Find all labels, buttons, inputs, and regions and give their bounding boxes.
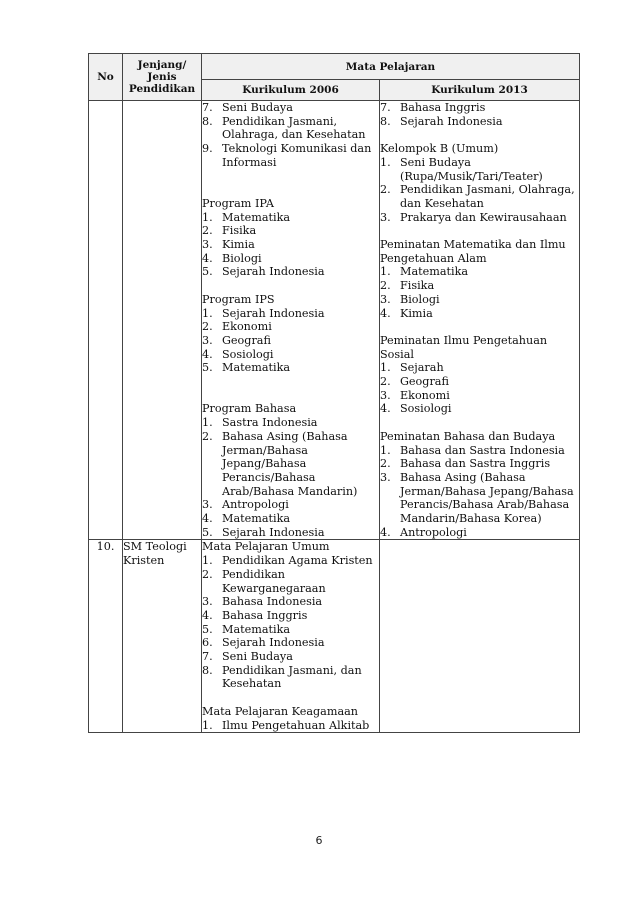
list-item	[202, 265, 379, 279]
list-item	[202, 238, 379, 252]
list-item-number: 7.	[380, 101, 391, 114]
list-item-text: Matematika	[400, 265, 469, 279]
list-item-text: Pendidikan Jasmani, Olahraga, dan Kesehatan	[222, 114, 366, 142]
list-item-number: 1.	[202, 718, 213, 732]
list-item	[380, 526, 579, 540]
list-item-text: Sejarah Indonesia	[222, 525, 325, 539]
group-heading: Peminatan Matematika dan Ilmu Pengetahuan Alam	[380, 238, 566, 265]
list-item-text: Geografi	[222, 333, 271, 347]
list-item	[202, 650, 379, 664]
row-cont-k2013	[380, 101, 580, 540]
list-item-text: Bahasa Inggris	[400, 101, 486, 114]
list-item-number: 8.	[202, 663, 213, 677]
group-heading: Mata Pelajaran Umum	[202, 540, 330, 554]
group-heading: Kelompok B (Umum)	[380, 142, 499, 156]
list-item-number: 2.	[202, 320, 213, 334]
list-item-text: Pendidikan Agama Kristen	[222, 554, 373, 568]
row10-k2006	[202, 540, 380, 733]
list-item-number: 6.	[202, 636, 213, 650]
list-item-number: 5.	[202, 361, 213, 375]
list-item-number: 2.	[202, 224, 213, 238]
list-item-text: Matematika	[222, 512, 291, 526]
list-item	[380, 307, 579, 321]
spacer	[202, 170, 379, 197]
list-item	[380, 389, 579, 403]
list-item-text: Teknologi Komunikasi dan Informasi	[222, 142, 372, 169]
list-item	[380, 457, 579, 471]
group-heading: Mata Pelajaran Keagamaan	[202, 704, 358, 718]
list-item	[380, 279, 579, 293]
list-item-number: 2.	[380, 457, 391, 471]
list-item	[202, 142, 379, 169]
list-item-number: 1.	[380, 443, 391, 457]
spacer	[202, 691, 379, 705]
list-item	[202, 224, 379, 238]
spacer	[380, 128, 579, 142]
row10-jenjang: SM Teologi Kristen	[123, 540, 202, 733]
header-mata-pelajaran: Mata Pelajaran	[202, 54, 580, 80]
list-item	[202, 623, 379, 637]
list-item-text: Sejarah Indonesia	[222, 306, 325, 320]
list-item-number: 9.	[202, 142, 213, 156]
list-item-text: Antropologi	[400, 525, 467, 539]
list-item-text: Pendidikan Jasmani, dan Kesehatan	[222, 663, 362, 691]
row-cont-no	[89, 101, 123, 540]
list-item	[202, 115, 379, 142]
list-item-text: Matematika	[222, 622, 291, 636]
list-item	[202, 512, 379, 526]
list-item-number: 2.	[380, 279, 391, 293]
list-item-number: 3.	[380, 292, 391, 306]
list-item	[202, 595, 379, 609]
list-item	[380, 156, 579, 183]
list-item-text: Biologi	[222, 251, 262, 265]
list-item	[202, 361, 379, 375]
list-item-text: Kimia	[400, 306, 433, 320]
list-item	[380, 293, 579, 307]
list-item	[202, 430, 379, 499]
list-item	[202, 334, 379, 348]
header-kurikulum-2006: Kurikulum 2006	[202, 80, 380, 101]
row-cont-jenjang	[123, 101, 202, 540]
list-item-number: 7.	[202, 101, 213, 114]
list-item-text: Bahasa Inggris	[222, 608, 308, 622]
list-item	[202, 252, 379, 266]
list-item-text: Sejarah Indonesia	[222, 636, 325, 650]
group-heading: Program IPA	[202, 196, 274, 210]
list-item	[202, 526, 379, 540]
page-number: 6	[315, 834, 323, 847]
group-heading: Peminatan Ilmu Pengetahuan Sosial	[380, 333, 548, 361]
list-item-number: 3.	[380, 210, 391, 224]
list-item	[380, 444, 579, 458]
list-item	[202, 554, 379, 568]
list-item-number: 3.	[202, 595, 213, 609]
header-kurikulum-2013: Kurikulum 2013	[380, 80, 580, 101]
list-item	[202, 719, 379, 733]
header-no: No	[89, 54, 123, 101]
list-item-text: Fisika	[222, 224, 257, 238]
list-item-number: 3.	[202, 498, 213, 512]
list-item-number: 3.	[380, 470, 391, 484]
list-item-number: 4.	[202, 251, 213, 265]
header-jenjang-text: Jenjang/ Jenis Pendidikan	[128, 59, 196, 95]
list-item-number: 8.	[380, 114, 391, 128]
list-item-number: 8.	[202, 114, 213, 128]
list-item-text: Sosiologi	[222, 347, 274, 361]
list-item-number: 3.	[202, 333, 213, 347]
header-jenjang	[123, 54, 202, 101]
list-item-number: 1.	[202, 554, 213, 568]
table-row-continued	[89, 101, 580, 540]
list-item-number: 4.	[380, 402, 391, 416]
list-item-number: 4.	[202, 347, 213, 361]
spacer	[202, 375, 379, 402]
list-item	[202, 101, 379, 115]
group-heading: Program Bahasa	[202, 402, 297, 416]
list-item-number: 1.	[202, 306, 213, 320]
list-item-text: Kimia	[222, 238, 255, 252]
list-item-text: Ekonomi	[400, 388, 450, 402]
list-item-text: Seni Budaya	[222, 101, 293, 114]
table-row-10	[89, 540, 580, 733]
list-item-number: 1.	[202, 416, 213, 430]
list-item-text: Sastra Indonesia	[222, 416, 318, 430]
group-heading: Program IPS	[202, 292, 275, 306]
spacer	[380, 416, 579, 430]
curriculum-table	[88, 53, 580, 733]
list-item-number: 2.	[202, 567, 213, 581]
list-item	[202, 211, 379, 225]
list-item	[380, 211, 579, 225]
list-item-number: 5.	[202, 525, 213, 539]
list-item-number: 2.	[380, 375, 391, 389]
list-item	[202, 568, 379, 595]
list-item-text: Pendidikan Jasmani, Olahraga, dan Kesehatan	[400, 183, 575, 210]
list-item	[202, 320, 379, 334]
list-item	[202, 664, 379, 691]
list-item-number: 4.	[380, 525, 391, 539]
list-item-text: Sejarah Indonesia	[222, 265, 325, 279]
list-item	[202, 498, 379, 512]
list-item	[380, 115, 579, 129]
list-item-number: 4.	[202, 512, 213, 526]
list-item-text: Seni Budaya	[222, 650, 293, 664]
group-heading: Peminatan Bahasa dan Budaya	[380, 429, 556, 443]
list-item	[380, 361, 579, 375]
list-item	[202, 307, 379, 321]
list-item-number: 1.	[380, 361, 391, 375]
list-item-text: Matematika	[222, 361, 291, 375]
list-item-number: 1.	[202, 210, 213, 224]
list-item-number: 4.	[202, 608, 213, 622]
list-item	[380, 375, 579, 389]
list-item-text: Antropologi	[222, 498, 289, 512]
list-item-number: 5.	[202, 265, 213, 279]
list-item-text: Bahasa dan Sastra Indonesia	[400, 443, 565, 457]
list-item-text: Ekonomi	[222, 320, 272, 334]
row10-no: 10.	[89, 540, 123, 733]
list-item	[202, 609, 379, 623]
list-item-text: Matematika	[222, 210, 291, 224]
list-item-number: 7.	[202, 650, 213, 664]
list-item-text: Sejarah Indonesia	[400, 114, 503, 128]
spacer	[380, 320, 579, 334]
list-item	[380, 183, 579, 210]
list-item	[202, 348, 379, 362]
list-item	[380, 265, 579, 279]
list-item-text: Fisika	[400, 279, 435, 293]
list-item-text: Bahasa dan Sastra Inggris	[400, 457, 551, 471]
list-item	[202, 416, 379, 430]
list-item-text: Seni Budaya (Rupa/Musik/Tari/Teater)	[400, 155, 543, 183]
list-item-number: 1.	[380, 155, 391, 169]
list-item-text: Bahasa Asing (Bahasa Jerman/Bahasa Jepang/Bahasa Perancis/Bahasa Arab/Bahasa Mandarin/Bahasa Korea)	[400, 470, 574, 526]
list-item-number: 2.	[202, 429, 213, 443]
spacer	[202, 279, 379, 293]
spacer	[380, 224, 579, 238]
list-item	[380, 101, 579, 115]
row-cont-k2006	[202, 101, 380, 540]
list-item	[380, 402, 579, 416]
list-item	[202, 636, 379, 650]
list-item-text: Bahasa Indonesia	[222, 595, 323, 609]
list-item	[380, 471, 579, 526]
list-item-text: Bahasa Asing (Bahasa Jerman/Bahasa Jepang/Bahasa Perancis/Bahasa Arab/Bahasa Mandarin)	[222, 429, 358, 498]
list-item-number: 1.	[380, 265, 391, 279]
list-item-text: Sosiologi	[400, 402, 452, 416]
list-item-text: Ilmu Pengetahuan Alkitab	[222, 718, 370, 732]
list-item-number: 3.	[202, 238, 213, 252]
list-item-text: Prakarya dan Kewirausahaan	[400, 210, 567, 224]
list-item-number: 3.	[380, 388, 391, 402]
row10-k2013	[380, 540, 580, 733]
list-item-text: Sejarah	[400, 361, 444, 375]
list-item-text: Biologi	[400, 292, 440, 306]
list-item-text: Geografi	[400, 375, 449, 389]
list-item-number: 4.	[380, 306, 391, 320]
list-item-number: 2.	[380, 183, 391, 197]
list-item-text: Pendidikan Kewarganegaraan	[222, 567, 326, 595]
list-item-number: 5.	[202, 622, 213, 636]
